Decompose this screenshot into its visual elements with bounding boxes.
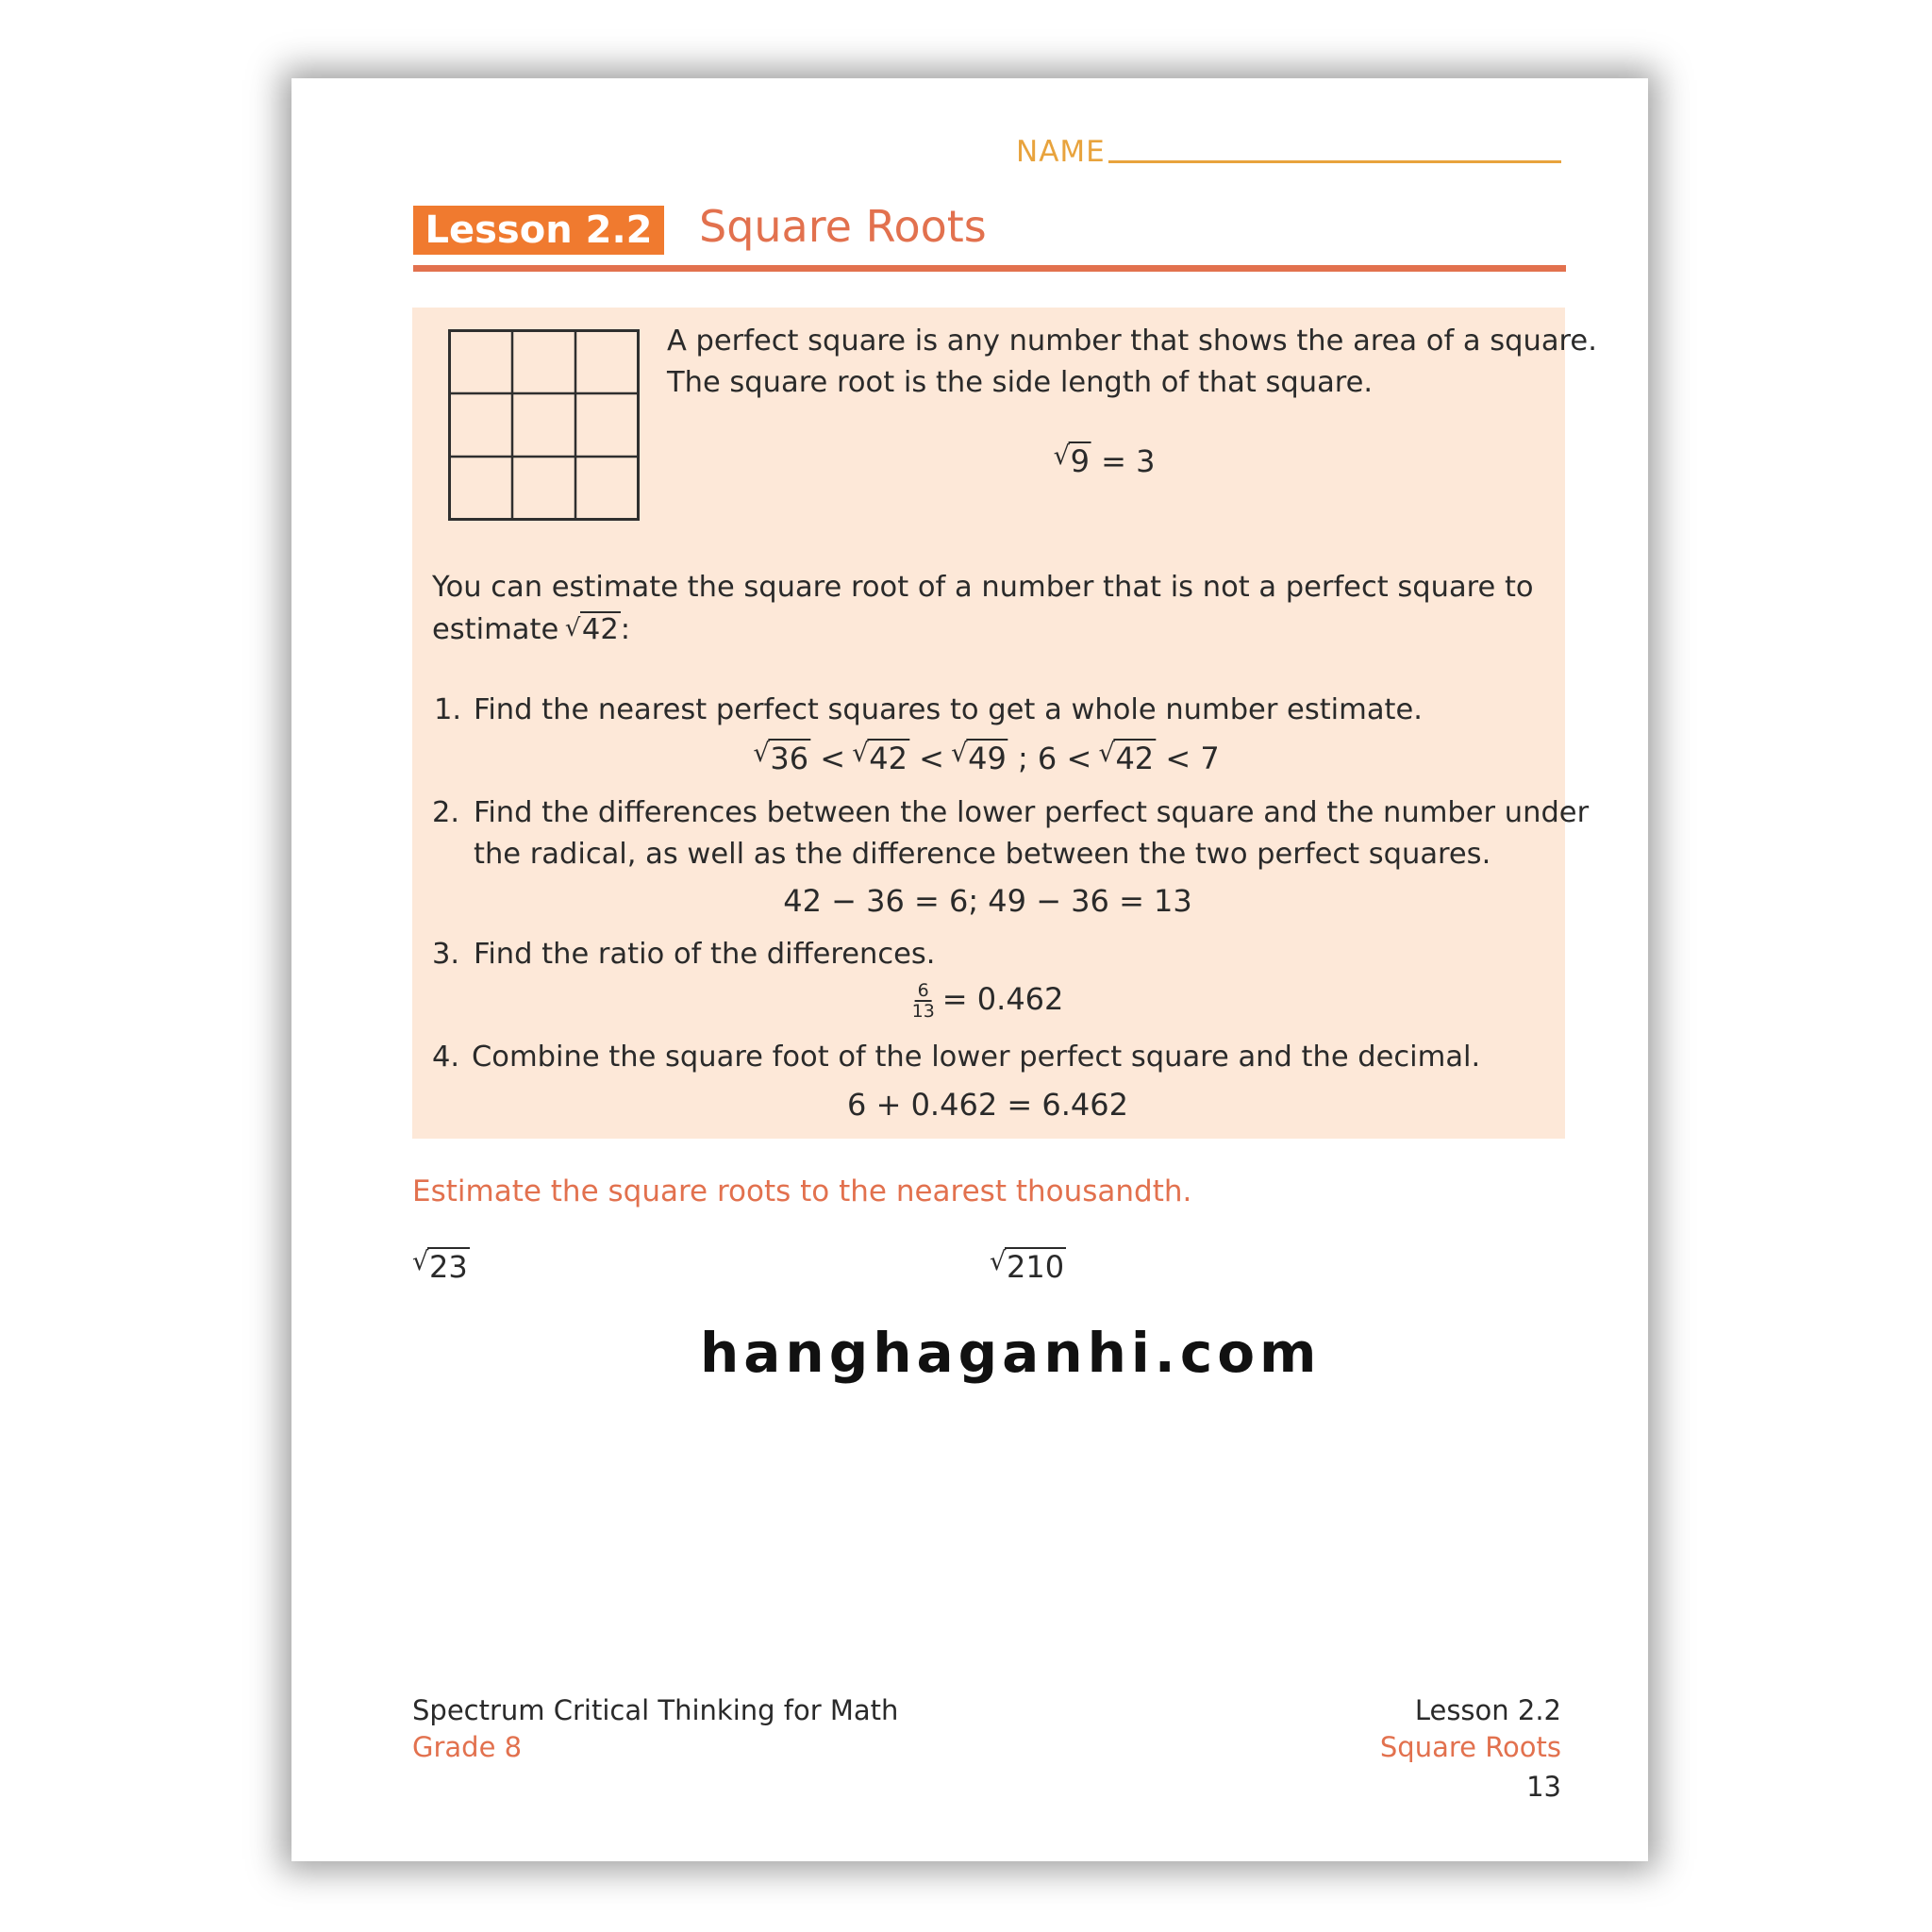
footer-lesson: Lesson 2.2 (1414, 1694, 1561, 1726)
radical: √ 42 (571, 609, 621, 651)
step-1-number: 1. (434, 693, 462, 726)
footer-topic: Square Roots (1379, 1731, 1561, 1763)
problem-1: √ 23 (415, 1249, 470, 1285)
step-4-number: 4. (432, 1041, 460, 1074)
title-rule (413, 265, 1566, 272)
estimate-line-2: estimate √ 42: (432, 609, 630, 651)
problem-2: √ 210 (992, 1249, 1066, 1285)
step-2-equation: 42 − 36 = 6; 49 − 36 = 13 (783, 883, 1192, 919)
lesson-badge: Lesson 2.2 (413, 206, 664, 255)
example-equation: √ 9 = 3 (1057, 443, 1156, 479)
step-1-equation: √ 36 < √ 42 < √ 49 ; 6 < √ 42 < 7 (756, 741, 1219, 776)
exercise-prompt: Estimate the square roots to the nearest thousandth. (412, 1174, 1192, 1208)
name-write-line (1108, 160, 1561, 163)
estimate-line-1: You can estimate the square root of a number that is not a perfect square to (432, 571, 1534, 604)
footer-book-title: Spectrum Critical Thinking for Math (412, 1694, 899, 1726)
intro-line-1: A perfect square is any number that shows the area of a square. (667, 325, 1597, 358)
footer-grade: Grade 8 (412, 1731, 523, 1763)
step-3-number: 3. (432, 938, 460, 971)
name-label: NAME (1016, 135, 1106, 169)
step-1-text: Find the nearest perfect squares to get a whole number estimate. (474, 693, 1423, 726)
step-4-equation: 6 + 0.462 = 6.462 (847, 1087, 1128, 1123)
step-3-text: Find the ratio of the differences. (474, 938, 936, 971)
intro-line-2: The square root is the side length of that square. (667, 366, 1374, 399)
step-2-number: 2. (432, 796, 460, 829)
step-2-text-line-1: Find the differences between the lower perfect square and the number under (474, 796, 1590, 829)
radical: √ 9 (1059, 443, 1091, 479)
perfect-square-grid-icon (448, 329, 641, 522)
step-2-text-line-2: the radical, as well as the difference between the two perfect squares. (474, 838, 1491, 871)
step-3-equation: $\frac{6}{13}$ = 0.462 (911, 980, 1064, 1022)
watermark: hanghaganhi.com (700, 1321, 1322, 1385)
lesson-title: Square Roots (699, 201, 987, 252)
page-number: 13 (1526, 1771, 1561, 1803)
fraction: $\frac{6}{13}$ (911, 980, 935, 1022)
step-4-text: Combine the square foot of the lower perfect square and the decimal. (472, 1041, 1481, 1074)
